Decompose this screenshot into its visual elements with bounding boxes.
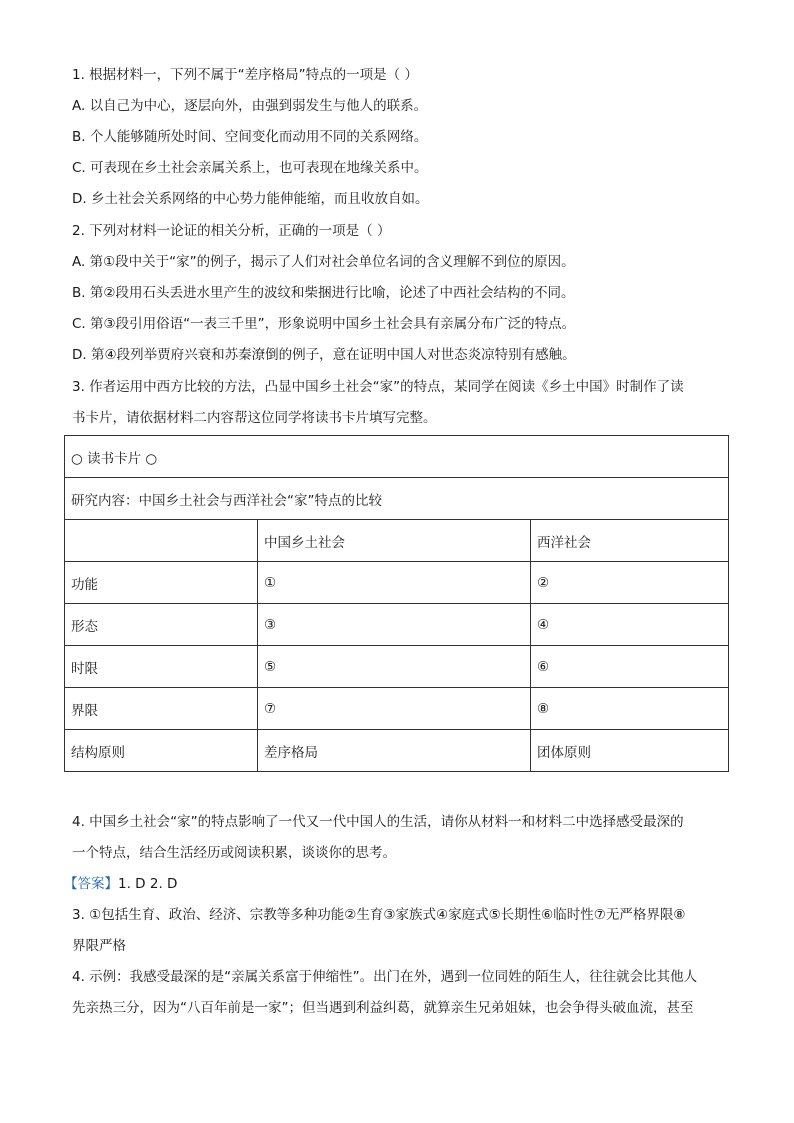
card-header-cell: 中国乡土社会 bbox=[258, 520, 531, 562]
card-cell: 时限 bbox=[65, 646, 258, 688]
answer-choices: 1. D 2. D bbox=[118, 876, 178, 892]
q1-option-d: D. 乡土社会关系网络的中心势力能伸能缩，而且收放自如。 bbox=[72, 191, 429, 207]
card-cell: ① bbox=[258, 562, 531, 604]
answer-line3: 界限严格 bbox=[72, 938, 126, 954]
q1-option-b: B. 个人能够随所处时间、空间变化而动用不同的关系网络。 bbox=[72, 129, 428, 145]
card-row bbox=[65, 646, 729, 688]
card-title-row bbox=[65, 436, 729, 478]
q1-option-a: A. 以自己为中心，逐层向外，由强到弱发生与他人的联系。 bbox=[72, 98, 428, 114]
q1-stem: 1. 根据材料一，下列不属于“差序格局”特点的一项是（ ） bbox=[72, 67, 418, 83]
answer-line1 bbox=[64, 874, 177, 894]
card-cell: 形态 bbox=[65, 604, 258, 646]
card-cell: 界限 bbox=[65, 688, 258, 730]
answer-tag: 【答案】 bbox=[64, 876, 118, 892]
card-cell: ③ bbox=[258, 604, 531, 646]
card-row bbox=[65, 562, 729, 604]
card-header-cell: 西洋社会 bbox=[531, 520, 729, 562]
card-row bbox=[65, 604, 729, 646]
card-cell: ⑥ bbox=[531, 646, 729, 688]
card-cell: 结构原则 bbox=[65, 730, 258, 772]
card-cell: 功能 bbox=[65, 562, 258, 604]
q1-option-c: C. 可表现在乡土社会亲属关系上，也可表现在地缘关系中。 bbox=[72, 160, 428, 176]
card-topic-row bbox=[65, 478, 729, 520]
card-cell: 团体原则 bbox=[531, 730, 729, 772]
card-title: ○ 读书卡片 ○ bbox=[65, 436, 729, 478]
q4-stem-line2: 一个特点，结合生活经历或阅读积累，谈谈你的思考。 bbox=[72, 845, 396, 861]
answer-line2: 3. ①包括生育、政治、经济、宗教等多种功能②生育③家族式④家庭式⑤长期性⑥临时性⑦无严格界限⑧ bbox=[72, 907, 686, 923]
q2-option-c: C. 第③段引用俗语“一表三千里”，形象说明中国乡土社会具有亲属分布广泛的特点。 bbox=[72, 316, 576, 332]
q3-stem-line2: 书卡片，请依据材料二内容帮这位同学将读书卡片填写完整。 bbox=[72, 410, 437, 426]
card-header-row bbox=[65, 520, 729, 562]
card-cell: ⑤ bbox=[258, 646, 531, 688]
q2-stem: 2. 下列对材料一论证的相关分析，正确的一项是（ ） bbox=[72, 223, 391, 239]
card-cell: ② bbox=[531, 562, 729, 604]
q2-option-a: A. 第①段中关于“家”的例子，揭示了人们对社会单位名词的含义理解不到位的原因。 bbox=[72, 254, 575, 270]
card-row bbox=[65, 730, 729, 772]
card-topic: 研究内容：中国乡土社会与西洋社会“家”特点的比较 bbox=[65, 478, 729, 520]
card-cell: ④ bbox=[531, 604, 729, 646]
card-cell: 差序格局 bbox=[258, 730, 531, 772]
answer-line4: 4. 示例：我感受最深的是“亲属关系富于伸缩性”。出门在外，遇到一位同姓的陌生人，往往就会比其他人 bbox=[72, 969, 698, 985]
answer-line5: 先亲热三分，因为“八百年前是一家”；但当遇到利益纠葛，就算亲生兄弟姐妹，也会争得头破血流，甚至 bbox=[72, 1000, 694, 1016]
card-row bbox=[65, 688, 729, 730]
reading-card-table bbox=[64, 435, 729, 772]
q2-option-d: D. 第④段列举贾府兴衰和苏秦潦倒的例子，意在证明中国人对世态炎凉特别有感触。 bbox=[72, 347, 576, 363]
q2-option-b: B. 第②段用石头丢进水里产生的波纹和柴捆进行比喻，论述了中西社会结构的不同。 bbox=[72, 285, 575, 301]
card-cell: ⑦ bbox=[258, 688, 531, 730]
q3-stem-line1: 3. 作者运用中西方比较的方法，凸显中国乡土社会“家”的特点，某同学在阅读《乡土中国》时制作了读 bbox=[72, 379, 684, 395]
card-cell: ⑧ bbox=[531, 688, 729, 730]
card-header-cell bbox=[65, 520, 258, 562]
q4-stem-line1: 4. 中国乡土社会“家”的特点影响了一代又一代中国人的生活，请你从材料一和材料二中选择感受最深的 bbox=[72, 814, 684, 830]
